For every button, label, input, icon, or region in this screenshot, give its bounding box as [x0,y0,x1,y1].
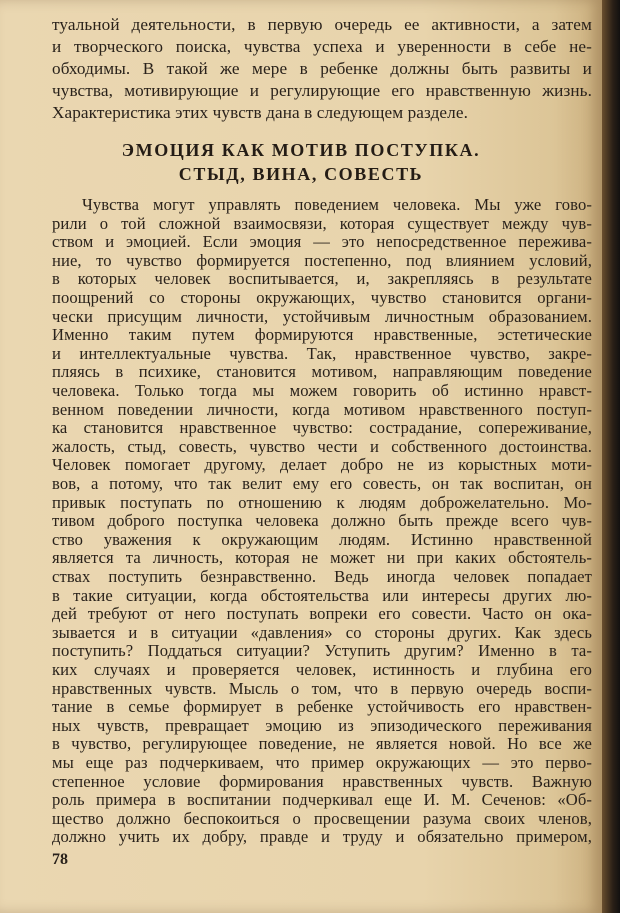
body-line: ствах поступить безнравственно. Ведь иногда человек попадает [52,567,592,586]
body-line: щество должно беспокоиться о просвещении разума своих членов, [52,808,592,828]
body-line: степенное условие формирования нравственных чувств. Важную [52,771,592,791]
body-line: тание в семье формирует в ребенке устойчивость его нравствен- [52,697,592,717]
body-line: чески присущим личности, устойчивым личностным образованием. [52,306,592,326]
intro-line: чувства, мотивирующие и регулирующие его нравственную жизнь. [52,81,592,100]
body-line: венном поведении личности, когда мотивом нравственного поступ- [52,399,592,419]
body-line: ние, то чувство формируется постепенно, под влиянием условий, [52,250,592,270]
body-line: вов, а потому, что так велит ему его совесть, он так воспитан, он [52,474,592,493]
body-line: ство уважения к окружающим людям. Истинно нравственной [52,529,592,549]
body-line: дей требуют от него поступать вопреки его совести. Часто он ока- [52,604,592,624]
body-line: Человек помогает другому, делает добро не из корыстных моти- [52,455,592,475]
body-line: и интеллектуальные чувства. Так, нравственное чувство, закре- [52,343,592,363]
section-heading-line-1: ЭМОЦИЯ КАК МОТИВ ПОСТУПКА. [121,140,481,160]
intro-line: туальной деятельности, в первую очередь ее активности, а затем [52,15,592,34]
intro-line: и творческого поиска, чувства успеха и уверенности в себе не- [52,37,592,56]
body-line: привык поступать по отношению к людям доброжелательно. Мо- [52,492,592,512]
body-line: Именно таким путем формируются нравственные, эстетические [52,325,592,345]
body-line: человека. Только тогда мы можем говорить об истинно нравст- [52,381,592,400]
body-line: пляясь в психике, становится мотивом, направляющим поведение [52,362,592,382]
book-spine [602,0,620,913]
intro-line: Характеристика этих чувств дана в следующем разделе. [52,103,468,122]
body-line: в чувство, регулирующее поведение, не является новой. Но все же [52,734,592,754]
body-line: ных чувств, превращает эмоцию из эпизодического переживания [52,715,592,735]
body-line: нравственных чувств. Мысль о том, что в первую очередь воспи- [52,678,592,698]
page-number: 78 [52,851,68,868]
body-line: поступить? Поддаться ситуации? Уступить другим? Именно в та- [52,641,592,661]
body-line: зывается и в ситуации «давления» со стороны других. Как здесь [52,622,592,642]
body-line: должно учить их добру, правде и труду и обязательно примером, [52,827,592,847]
body-line: тивом доброго поступка человека должно быть прежде всего чув- [52,511,592,531]
body-line: роль примера в воспитании подчеркивал еще И. М. Сеченов: «Об- [52,790,592,810]
section-heading-line-2: СТЫД, ВИНА, СОВЕСТЬ [178,164,424,184]
body-line: ка становится нравственное чувство: сострадание, сопереживание, [52,418,592,438]
body-line: ких случаях и проверяется человек, истинность и глубина его [52,660,592,679]
body-line: рили о той сложной взаимосвязи, которая существует между чув- [52,213,592,233]
body-line: ством и эмоцией. Если эмоция — это непосредственное пережива- [52,232,592,252]
body-line: Чувства могут управлять поведением человека. Мы уже гово- [82,195,592,214]
intro-line: обходимы. В такой же мере в ребенке должны быть развиты и [52,59,592,78]
body-line: является та личность, которая не может ни при каких обстоятель- [52,548,592,568]
body-line: в которых человек воспитывается, и, закрепляясь в результате [52,269,592,289]
body-line: жалость, стыд, совесть, чувство чести и собственного достоинства. [52,436,592,456]
body-line: в такие ситуации, когда обстоятельства или интересы других лю- [52,585,592,605]
body-line: мы еще раз подчеркиваем, что пример окружающих — это перво- [52,753,592,772]
body-line: поощрений со стороны окружающих, чувство становится органи- [52,288,592,307]
